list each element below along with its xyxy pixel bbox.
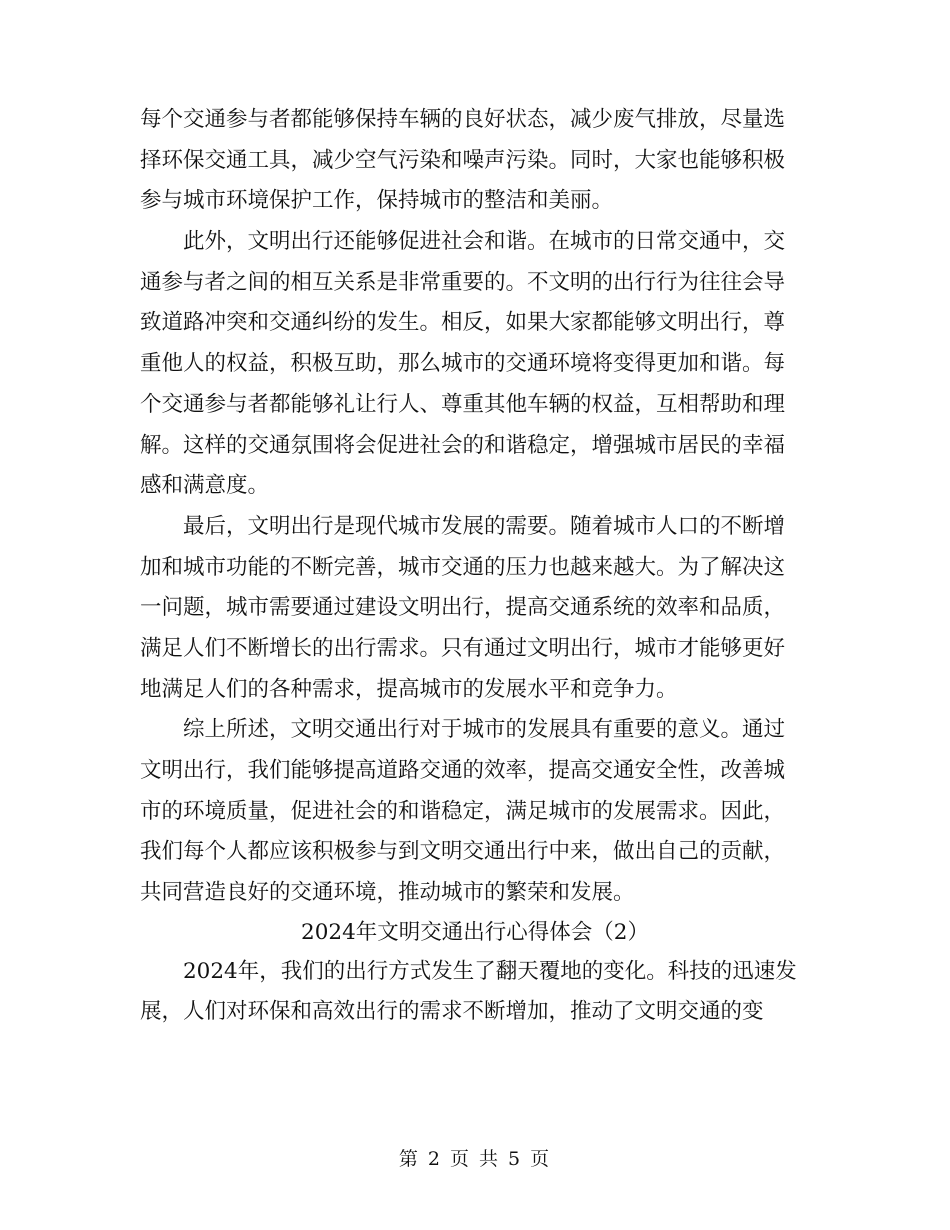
text-line: 参与城市环境保护工作，保持城市的整洁和美丽。 — [140, 188, 614, 214]
text-line: 最后，文明出行是现代城市发展的需要。随着城市人口的不断增 — [140, 513, 786, 539]
text-line: 我们每个人都应该积极参与到文明交通出行中来，做出自己的贡献， — [140, 839, 786, 865]
text-line: 个交通参与者都能够礼让行人、尊重其他车辆的权益，互相帮助和理 — [140, 391, 786, 417]
text-line: 2024年，我们的出行方式发生了翻天覆地的变化。科技的迅速发 — [140, 958, 797, 984]
text-line: 重他人的权益，积极互助，那么城市的交通环境将变得更加和谐。每 — [140, 351, 786, 377]
text-line: 市的环境质量，促进社会的和谐稳定，满足城市的发展需求。因此， — [140, 798, 786, 824]
text-line: 文明出行，我们能够提高道路交通的效率，提高交通安全性，改善城 — [140, 758, 786, 783]
page-number-footer: 第 2 页 共 5 页 — [398, 1148, 552, 1170]
text-line: 择环保交通工具，减少空气污染和噪声污染。同时，大家也能够积极 — [140, 147, 786, 173]
text-line: 感和满意度。 — [140, 473, 270, 499]
section-heading: 2024年文明交通出行心得体会（2） — [301, 919, 649, 945]
text-line: 满足人们不断增长的出行需求。只有通过文明出行，城市才能够更好 — [140, 635, 786, 661]
text-line: 综上所述，文明交通出行对于城市的发展具有重要的意义。通过 — [140, 717, 786, 743]
text-line: 一问题，城市需要通过建设文明出行，提高交通系统的效率和品质， — [140, 595, 786, 621]
text-line: 通参与者之间的相互关系是非常重要的。不文明的出行行为往往会导 — [140, 269, 786, 295]
text-line: 共同营造良好的交通环境，推动城市的繁荣和发展。 — [140, 880, 635, 906]
text-line: 致道路冲突和交通纠纷的发生。相反，如果大家都能够文明出行，尊 — [140, 310, 786, 336]
text-line: 加和城市功能的不断完善，城市交通的压力也越来越大。为了解决这 — [140, 554, 786, 580]
text-line: 此外，文明出行还能够促进社会和谐。在城市的日常交通中，交 — [140, 229, 786, 255]
document-body — [140, 100, 810, 1033]
text-line: 展，人们对环保和高效出行的需求不断增加，推动了文明交通的变 — [140, 999, 764, 1025]
text-line: 地满足人们的各种需求，提高城市的发展水平和竞争力。 — [140, 676, 678, 702]
text-line: 每个交通参与者都能够保持车辆的良好状态，减少废气排放，尽量选 — [140, 107, 786, 132]
text-line: 解。这样的交通氛围将会促进社会的和谐稳定，增强城市居民的幸福 — [140, 432, 786, 458]
